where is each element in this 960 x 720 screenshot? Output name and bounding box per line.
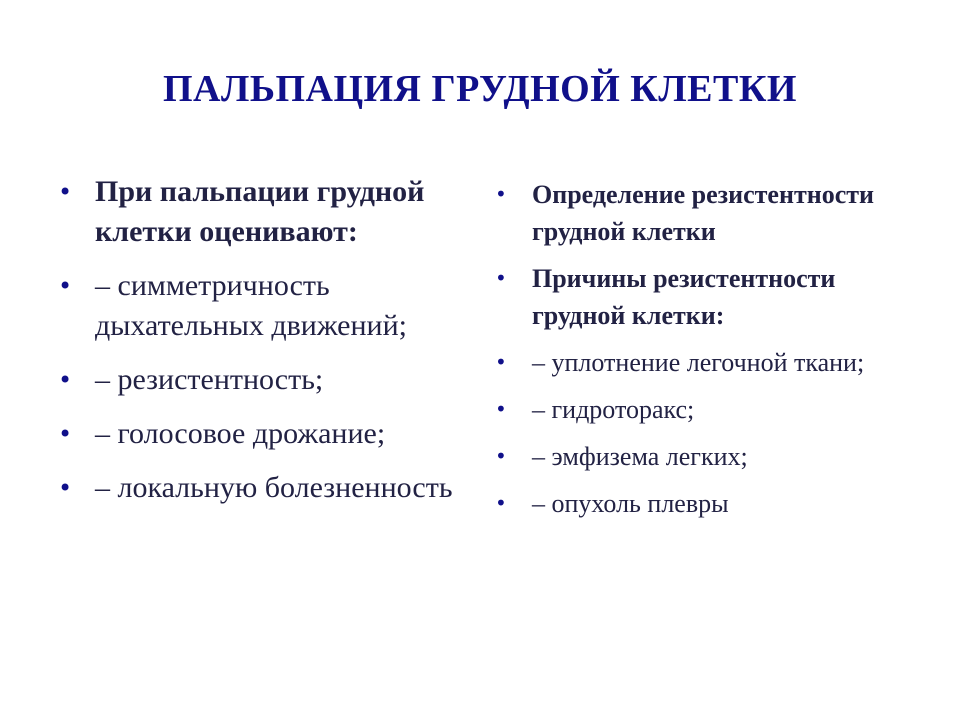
bullet-icon: • [495,397,507,421]
left-bullet-list [58,172,458,522]
list-item [58,468,458,508]
list-item [495,260,935,334]
list-item [58,360,458,400]
list-item [58,172,458,252]
list-item [495,485,935,522]
list-item-text: – уплотнение легочной ткани; [532,348,865,377]
bullet-icon: • [58,474,73,502]
list-item [495,391,935,428]
bullet-icon: • [495,350,507,374]
list-item [495,344,935,381]
bullet-icon: • [58,272,73,300]
list-item-text: При пальпации грудной клетки оценивают: [95,175,425,248]
list-item-text: – гидроторакс; [532,395,695,424]
slide-title: ПАЛЬПАЦИЯ ГРУДНОЙ КЛЕТКИ [163,68,797,110]
list-item [58,414,458,454]
bullet-icon: • [58,420,73,448]
list-item [58,266,458,346]
bullet-icon: • [58,178,73,206]
bullet-icon: • [58,366,73,394]
list-item-text: – симметричность дыхательных движений; [95,269,407,342]
list-item-text: – резистентность; [95,363,324,396]
bullet-icon: • [495,266,507,290]
bullet-icon: • [495,182,507,206]
list-item-text: – опухоль плевры [532,489,729,518]
list-item-text: – локальную болезненность [95,471,453,504]
bullet-icon: • [495,444,507,468]
right-bullet-list [495,176,935,532]
list-item-text: – голосовое дрожание; [95,417,386,450]
list-item [495,176,935,250]
list-item-text: – эмфизема легких; [532,442,748,471]
bullet-icon: • [495,491,507,515]
list-item [495,438,935,475]
list-item-text: Определение резистентности грудной клетки [532,180,874,246]
list-item-text: Причины резистентности грудной клетки: [532,264,836,330]
